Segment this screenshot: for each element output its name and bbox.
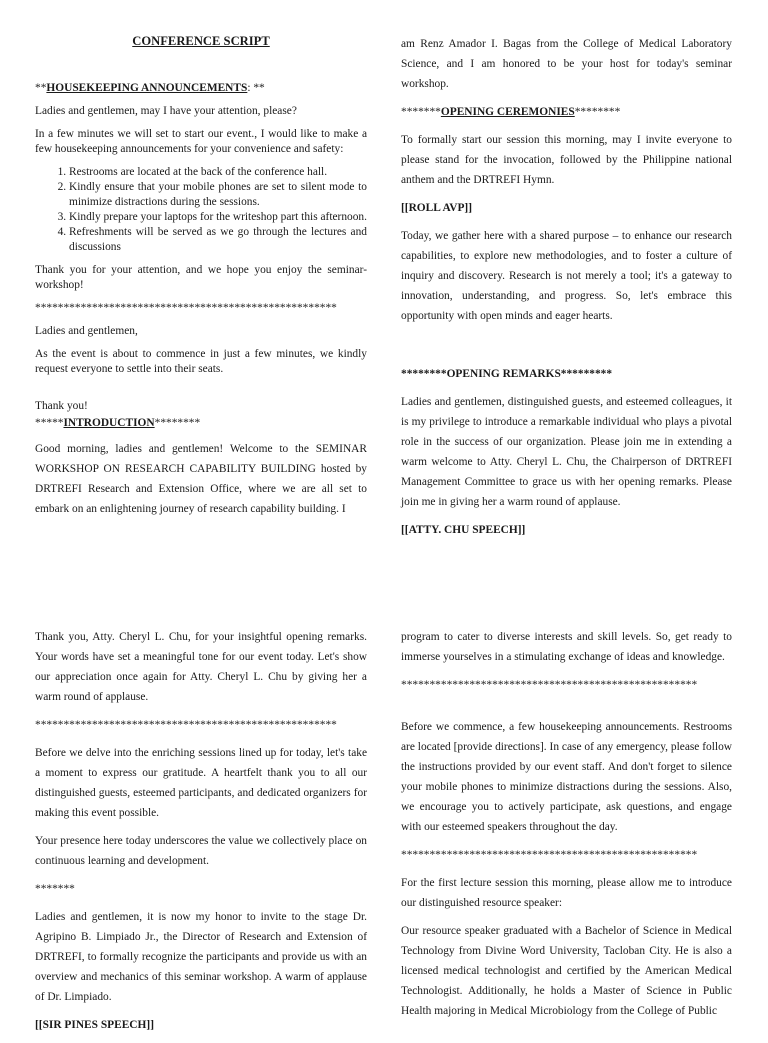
right-top-column xyxy=(401,34,732,548)
first-lecture-paragraph: For the first lecture session this morning, please allow me to introduce our distinguished resource speaker: xyxy=(401,877,732,909)
program-paragraph: program to cater to diverse interests and skill levels. So, get ready to immerse yourselves in a stimulating exchange of ideas and knowledge. xyxy=(401,631,732,663)
chu-speech-cue: [[ATTY. CHU SPEECH]] xyxy=(401,524,526,536)
housekeeping-heading: **HOUSEKEEPING ANNOUNCEMENTS: ** xyxy=(35,82,265,94)
list-item: 4. Refreshments will be served as we go through the lectures and discussions xyxy=(69,225,367,255)
document-title: CONFERENCE SCRIPT xyxy=(132,34,270,48)
introduction-heading: *****INTRODUCTION******** xyxy=(35,417,201,429)
ladies-paragraph: Ladies and gentlemen, xyxy=(35,325,138,337)
stars-divider: **************************************************** xyxy=(401,679,698,691)
thank-chu-paragraph: Thank you, Atty. Cheryl L. Chu, for your insightful opening remarks. Your words have set a meaningful tone for our event today. Let's show our appreciation once again for Atty. Cheryl L. Chu by giving her a warm round of applause. xyxy=(35,631,367,703)
presence-paragraph: Your presence here today underscores the value we collectively place on continuous learning and development. xyxy=(35,835,367,867)
host-paragraph: am Renz Amador I. Bagas from the College of Medical Laboratory Science, and I am honored to be your host for today's seminar workshop. xyxy=(401,38,732,90)
thanks-paragraph: Thank you for your attention, and we hope you enjoy the seminar-workshop! xyxy=(35,264,367,291)
good-morning-paragraph: Good morning, ladies and gentlemen! Welcome to the SEMINAR WORKSHOP ON RESEARCH CAPABILITY BUILDING hosted by DRTREFI Research and Extension Office, where we are all set to embark on an enlightening journey of research capability building. I xyxy=(35,443,367,515)
stars-divider: **************************************************** xyxy=(401,849,698,861)
opening-ceremonies-heading: *******OPENING CEREMONIES******** xyxy=(401,106,621,118)
stars-divider: ***************************************************** xyxy=(35,302,337,314)
right-bottom-column xyxy=(401,627,732,1029)
stars-divider: ******* xyxy=(35,883,75,895)
list-item: 3. Kindly prepare your laptops for the writeshop part this afternoon. xyxy=(69,210,367,225)
housekeeping-list xyxy=(35,165,367,255)
gratitude-paragraph: Before we delve into the enriching sessions lined up for today, let's take a moment to express our gratitude. A heartfelt thank you to all our distinguished guests, esteemed participants, and dedicated organizers for making this event possible. xyxy=(35,747,367,819)
left-top-column xyxy=(35,34,367,527)
thank-you-paragraph: Thank you! xyxy=(35,400,88,412)
housekeeping-announcement-paragraph: Before we commence, a few housekeeping announcements. Restrooms are located [provide directions]. In case of any emergency, please follow the instructions provided by our event staff. And don't forget to silence your mobile phones to minimize distractions during the sessions. Also, we encourage you to actively participate, ask questions, and engage with our esteemed speakers throughout the day. xyxy=(401,721,732,833)
housekeeping-intro-paragraph: In a few minutes we will set to start our event., I would like to make a few housekeeping announcements for your convenience and safety: xyxy=(35,128,367,155)
pines-speech-cue: [[SIR PINES SPEECH]] xyxy=(35,1019,154,1031)
left-bottom-column xyxy=(35,627,367,1043)
invocation-paragraph: To formally start our session this morning, may I invite everyone to please stand for the invocation, followed by the Philippine national anthem and the DRTREFI Hymn. xyxy=(401,134,732,186)
stars-divider: ***************************************************** xyxy=(35,719,337,731)
speaker-bio-paragraph: Our resource speaker graduated with a Bachelor of Science in Medical Technology from Divine Word University, Tacloban City. He is also a licensed medical technologist and certified by the American Medical Technologist. Additionally, he holds a Master of Science in Public Health majoring in Medical Microbiology from the College of Public xyxy=(401,925,732,1017)
limpiado-paragraph: Ladies and gentlemen, it is now my honor to invite to the stage Dr. Agripino B. Limpiado Jr., the Director of Research and Extension of DRTREFI, to formally recognize the participants and provide us with an overview and mechanics of this seminar workshop. A warm of applause of Dr. Limpiado. xyxy=(35,911,367,1003)
roll-avp-cue: [[ROLL AVP]] xyxy=(401,202,472,214)
settle-paragraph: As the event is about to commence in just a few minutes, we kindly request everyone to settle into their seats. xyxy=(35,348,367,375)
list-item: 1. Restrooms are located at the back of the conference hall. xyxy=(69,165,367,180)
purpose-paragraph: Today, we gather here with a shared purpose – to enhance our research capabilities, to explore new methodologies, and to foster a culture of inquiry and discovery. Research is not merely a tool; it's a gateway to innovation, understanding, and progress. So, let's embrace this opportunity with open minds and eager hearts. xyxy=(401,230,732,322)
opening-remarks-heading: ********OPENING REMARKS********* xyxy=(401,368,613,380)
list-item: 2. Kindly ensure that your mobile phones are set to silent mode to minimize distractions during the sessions. xyxy=(69,180,367,210)
attention-paragraph: Ladies and gentlemen, may I have your attention, please? xyxy=(35,105,297,117)
remarks-paragraph: Ladies and gentlemen, distinguished guests, and esteemed colleagues, it is my privilege to introduce a remarkable individual who plays a pivotal role in the success of our organization. Please join me in extending a warm welcome to Atty. Cheryl L. Chu, the Chairperson of DRTREFI Management Committee to grace us with her opening remarks. Please join me in giving her a warm round of applause. xyxy=(401,396,732,508)
